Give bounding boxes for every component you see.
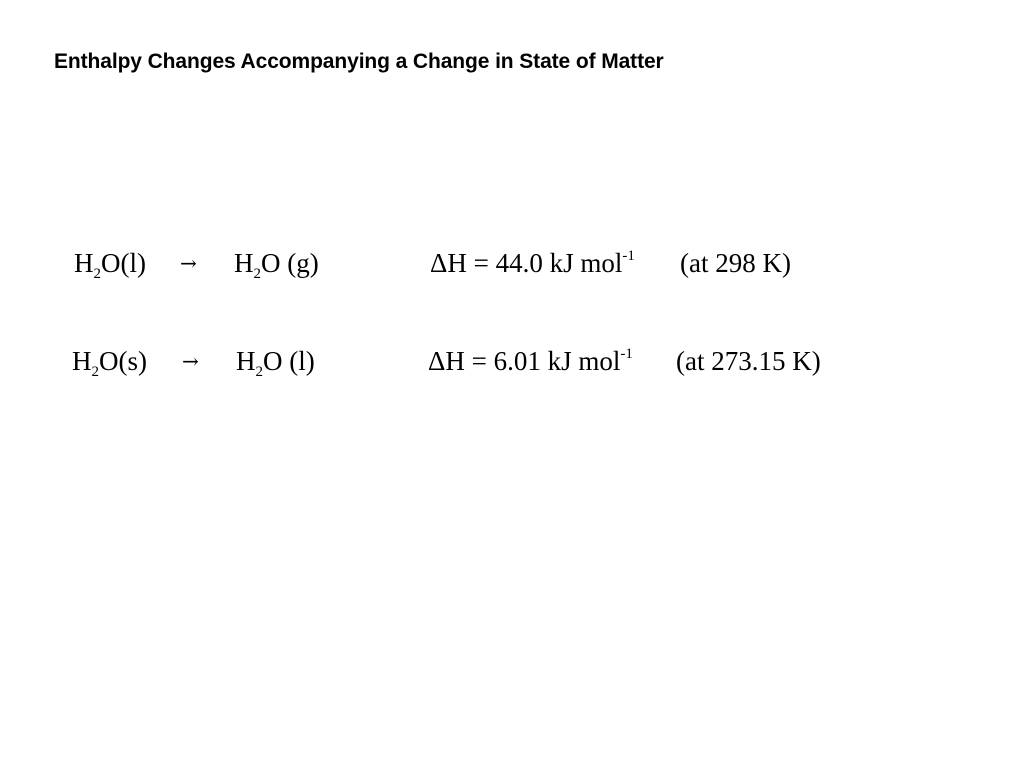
equation-vaporization <box>0 243 1024 283</box>
product-formula: $H_2O$ (g) <box>234 248 319 282</box>
product-formula: $H_2O$ (l) <box>236 346 315 380</box>
reaction-arrow: → <box>180 251 197 275</box>
reaction-arrow: → <box>182 349 199 373</box>
condition-text: (at 298 K) <box>680 248 791 278</box>
condition-text: (at 273.15 K) <box>676 346 821 376</box>
enthalpy-value: ΔH = 6.01 kJ mol$^{-1}$ <box>428 346 633 376</box>
equation-fusion <box>0 341 1024 381</box>
reactant-formula: $H_2O(s)$ <box>72 346 147 380</box>
enthalpy-value: ΔH = 44.0 kJ mol$^{-1}$ <box>430 248 635 278</box>
reactant-formula: $H_2O(l)$ <box>74 248 146 282</box>
page-title: Enthalpy Changes Accompanying a Change in State of Matter <box>54 50 664 73</box>
